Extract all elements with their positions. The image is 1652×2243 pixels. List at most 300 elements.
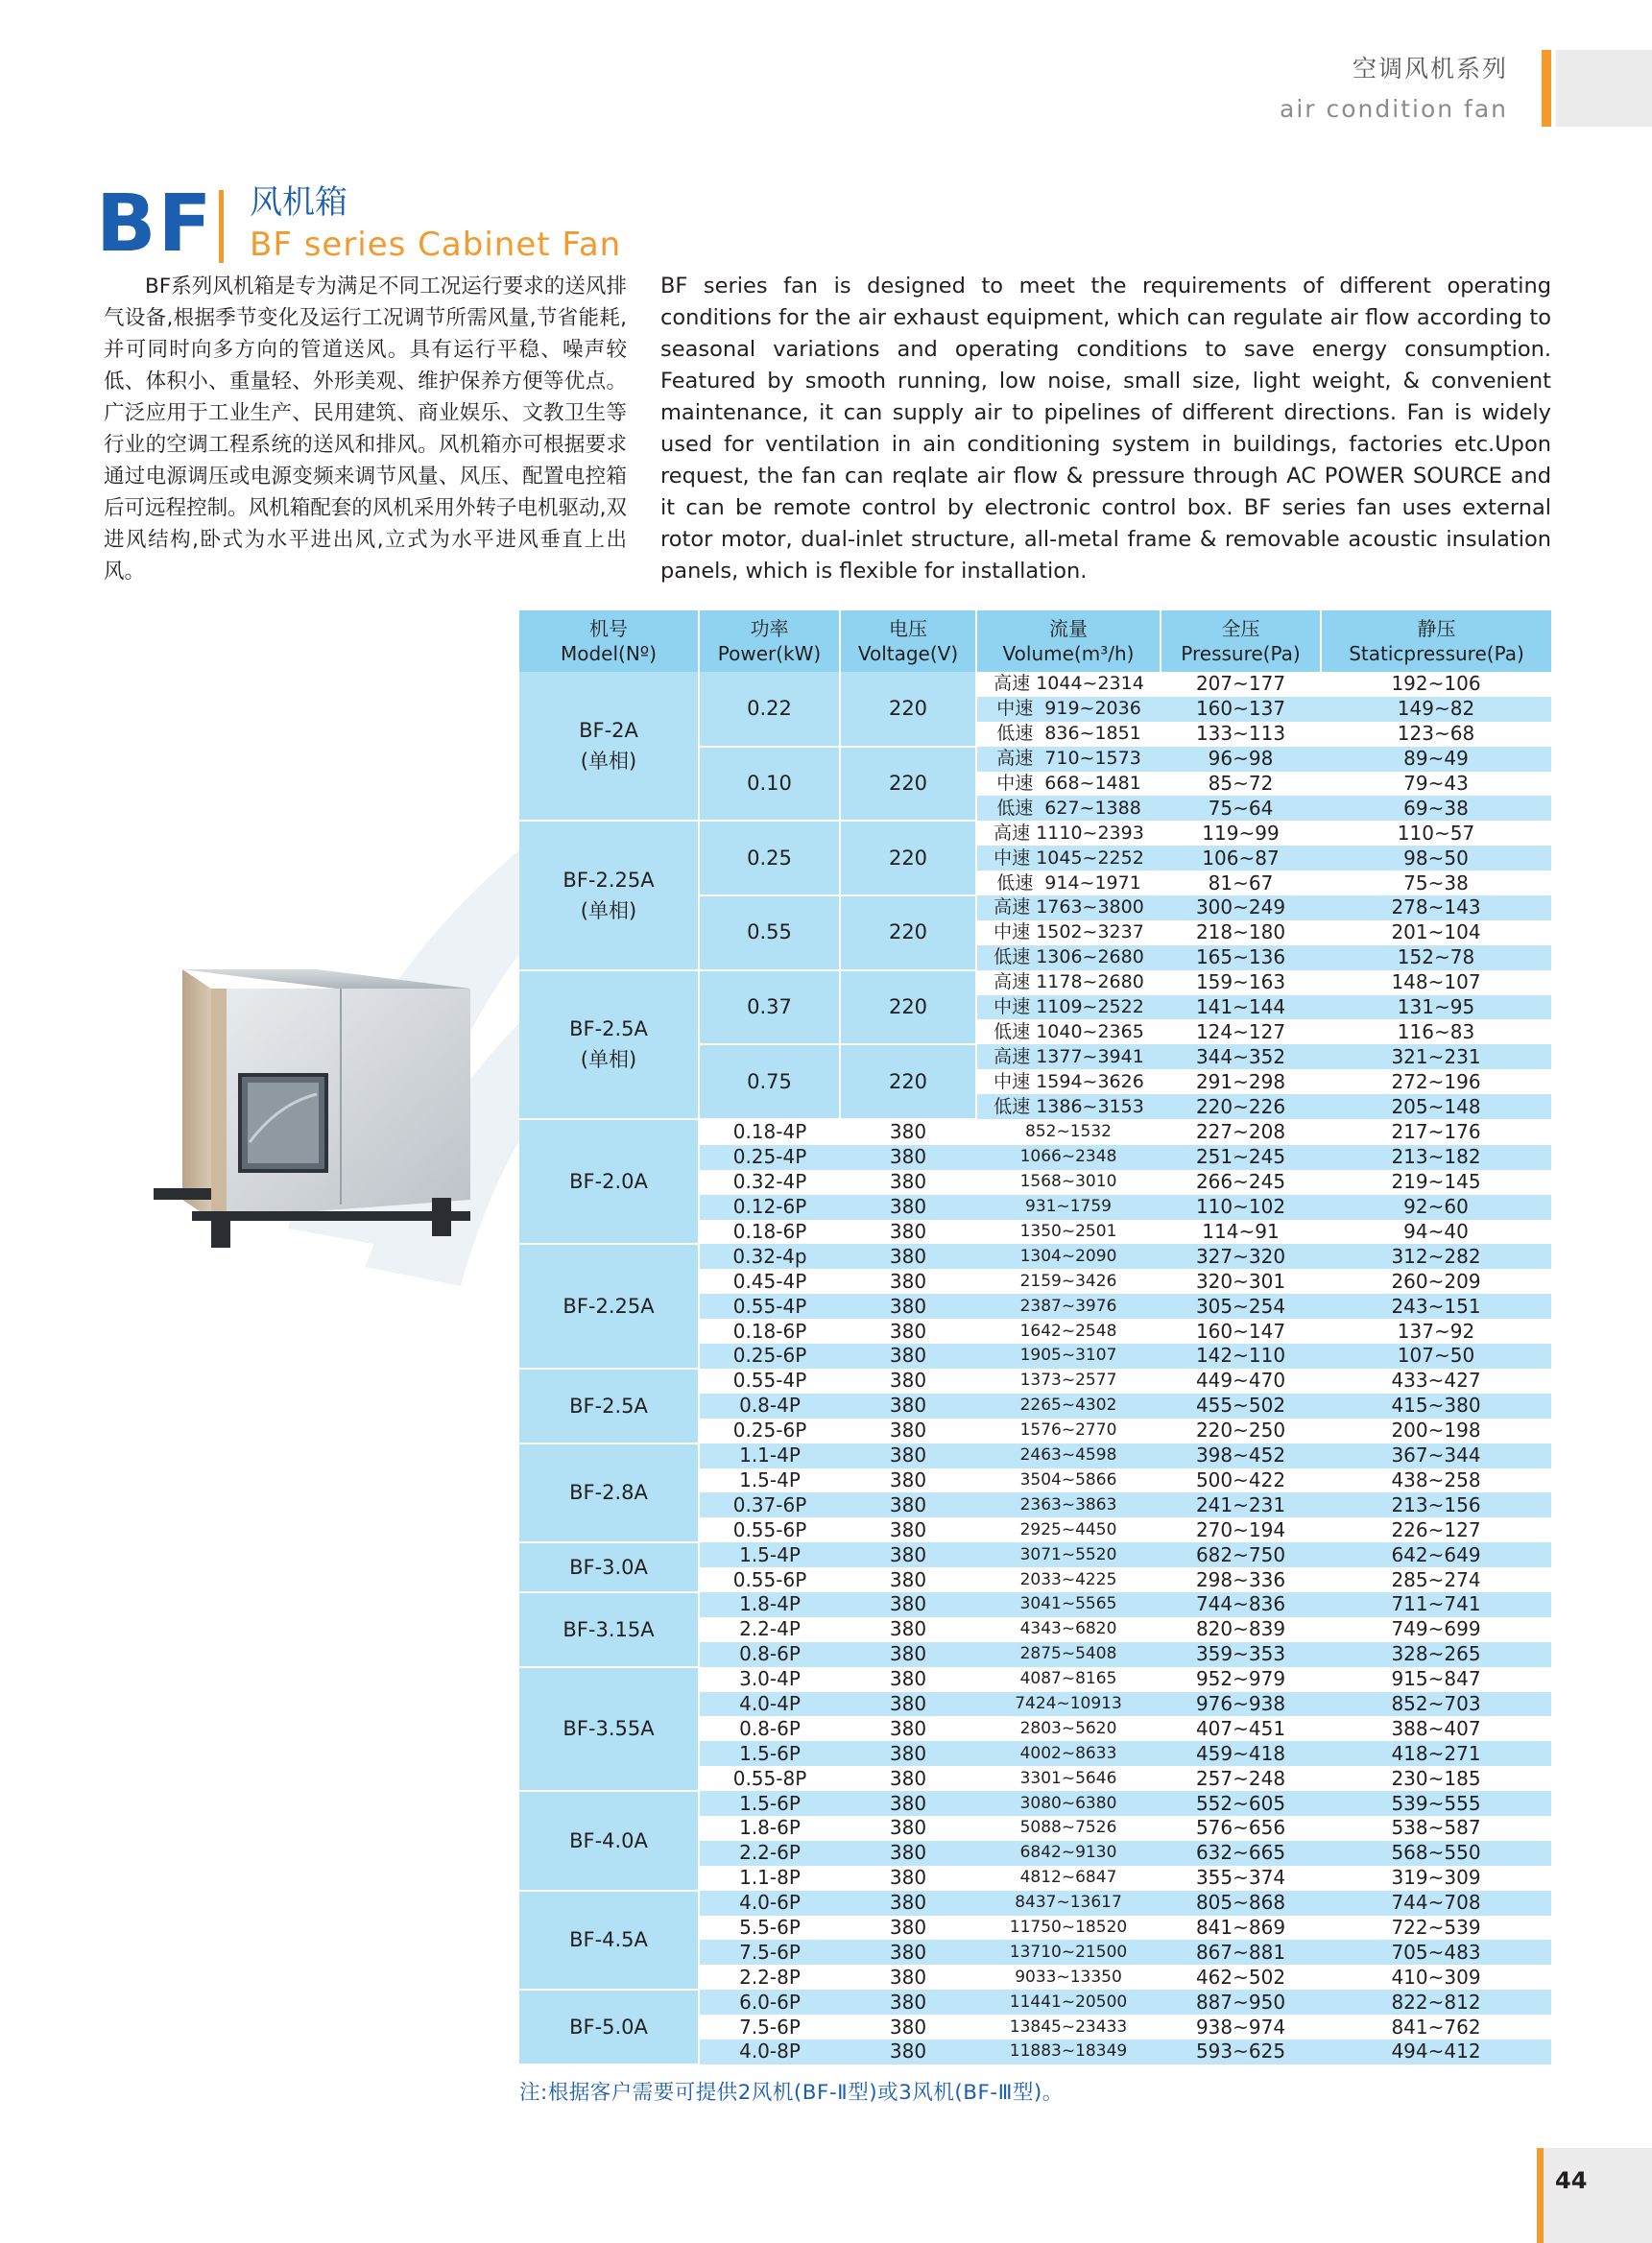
volume-cell: 2463~4598 — [976, 1444, 1161, 1468]
model-cell: BF-3.55A — [519, 1667, 699, 1791]
voltage-cell: 380 — [840, 1542, 976, 1567]
volume-cell: 高速 1178~2680 — [976, 970, 1161, 995]
static-pressure-cell: 123~68 — [1321, 722, 1551, 747]
volume-cell: 8437~13617 — [976, 1891, 1161, 1916]
volume-cell: 高速 1044~2314 — [976, 672, 1161, 697]
pressure-cell: 218~180 — [1161, 920, 1321, 945]
model-cell: BF-2.5A — [519, 1369, 699, 1444]
static-pressure-cell: 841~762 — [1321, 2015, 1551, 2040]
table-row — [519, 970, 1551, 995]
static-pressure-cell: 312~282 — [1321, 1244, 1551, 1269]
model-cell: BF-2.5A (单相) — [519, 970, 699, 1119]
volume-cell: 11750~18520 — [976, 1916, 1161, 1941]
static-pressure-cell: 494~412 — [1321, 2040, 1551, 2064]
static-pressure-cell: 230~185 — [1321, 1766, 1551, 1791]
volume-cell: 852~1532 — [976, 1119, 1161, 1145]
product-title-cn: 风机箱 — [250, 183, 347, 222]
static-pressure-cell: 321~231 — [1321, 1044, 1551, 1069]
voltage-cell: 380 — [840, 1841, 976, 1866]
pressure-cell: 110~102 — [1161, 1195, 1321, 1220]
voltage-cell: 380 — [840, 1344, 976, 1369]
power-cell: 0.12-6P — [699, 1195, 840, 1220]
pressure-cell: 632~665 — [1161, 1841, 1321, 1866]
volume-cell: 2363~3863 — [976, 1492, 1161, 1517]
static-pressure-cell: 201~104 — [1321, 920, 1551, 945]
pressure-cell: 500~422 — [1161, 1468, 1321, 1493]
voltage-cell: 380 — [840, 1567, 976, 1592]
voltage-cell: 380 — [840, 1369, 976, 1394]
static-pressure-cell: 822~812 — [1321, 1990, 1551, 2015]
static-pressure-cell: 367~344 — [1321, 1444, 1551, 1468]
volume-cell: 9033~13350 — [976, 1965, 1161, 1990]
volume-cell: 1350~2501 — [976, 1220, 1161, 1245]
voltage-cell: 380 — [840, 1492, 976, 1517]
col-header-power: 功率 Power(kW) — [699, 610, 840, 672]
col-header-voltage: 电压 Voltage(V) — [840, 610, 976, 672]
volume-cell: 1642~2548 — [976, 1319, 1161, 1344]
volume-cell: 1304~2090 — [976, 1244, 1161, 1269]
pressure-cell: 270~194 — [1161, 1517, 1321, 1542]
col-header-pressure: 全压 Pressure(Pa) — [1161, 610, 1321, 672]
volume-cell: 低速 1386~3153 — [976, 1094, 1161, 1119]
static-pressure-cell: 116~83 — [1321, 1019, 1551, 1044]
power-cell: 1.1-4P — [699, 1444, 840, 1468]
static-pressure-cell: 285~274 — [1321, 1567, 1551, 1592]
col-header-static-pressure: 静压 Staticpressure(Pa) — [1321, 610, 1551, 672]
power-cell: 2.2-4P — [699, 1617, 840, 1642]
footnote: 注:根据客户需要可提供2风机(BF-Ⅱ型)或3风机(BF-Ⅲ型)。 — [519, 2081, 1064, 2105]
table-row — [519, 1444, 1551, 1468]
power-cell: 7.5-6P — [699, 1940, 840, 1965]
voltage-cell: 380 — [840, 1444, 976, 1468]
static-pressure-cell: 92~60 — [1321, 1195, 1551, 1220]
title-divider — [219, 190, 224, 263]
volume-cell: 2265~4302 — [976, 1394, 1161, 1419]
voltage-cell: 380 — [840, 1244, 976, 1269]
voltage-cell: 380 — [840, 1741, 976, 1766]
pressure-cell: 355~374 — [1161, 1866, 1321, 1891]
pressure-cell: 327~320 — [1161, 1244, 1321, 1269]
pressure-cell: 227~208 — [1161, 1119, 1321, 1145]
pressure-cell: 133~113 — [1161, 722, 1321, 747]
pressure-cell: 251~245 — [1161, 1145, 1321, 1170]
volume-cell: 1568~3010 — [976, 1170, 1161, 1195]
pressure-cell: 160~137 — [1161, 697, 1321, 722]
volume-cell: 13845~23433 — [976, 2015, 1161, 2040]
static-pressure-cell: 915~847 — [1321, 1667, 1551, 1692]
voltage-cell: 380 — [840, 1965, 976, 1990]
power-cell: 0.32-4p — [699, 1244, 840, 1269]
static-pressure-cell: 110~57 — [1321, 821, 1551, 846]
volume-cell: 中速 1594~3626 — [976, 1069, 1161, 1094]
power-cell: 4.0-8P — [699, 2040, 840, 2064]
pressure-cell: 300~249 — [1161, 895, 1321, 920]
power-cell: 0.55-4P — [699, 1294, 840, 1319]
volume-cell: 1373~2577 — [976, 1369, 1161, 1394]
voltage-cell: 380 — [840, 1642, 976, 1667]
pressure-cell: 820~839 — [1161, 1617, 1321, 1642]
power-cell: 0.55-4P — [699, 1369, 840, 1394]
model-cell: BF-4.5A — [519, 1891, 699, 1991]
volume-cell: 2387~3976 — [976, 1294, 1161, 1319]
power-cell: 0.37-6P — [699, 1492, 840, 1517]
table-header-row — [519, 610, 1551, 672]
static-pressure-cell: 642~649 — [1321, 1542, 1551, 1567]
static-pressure-cell: 278~143 — [1321, 895, 1551, 920]
static-pressure-cell: 438~258 — [1321, 1468, 1551, 1493]
table-row — [519, 1119, 1551, 1145]
voltage-cell: 380 — [840, 1692, 976, 1717]
table-row — [519, 672, 1551, 697]
volume-cell: 11883~18349 — [976, 2040, 1161, 2064]
volume-cell: 1576~2770 — [976, 1419, 1161, 1444]
pressure-cell: 576~656 — [1161, 1816, 1321, 1841]
header-gray-block — [1556, 50, 1652, 127]
pressure-cell: 165~136 — [1161, 945, 1321, 970]
pressure-cell: 938~974 — [1161, 2015, 1321, 2040]
voltage-cell: 220 — [840, 970, 976, 1045]
pressure-cell: 459~418 — [1161, 1741, 1321, 1766]
voltage-cell: 380 — [840, 1517, 976, 1542]
pressure-cell: 142~110 — [1161, 1344, 1321, 1369]
static-pressure-cell: 319~309 — [1321, 1866, 1551, 1891]
table-row — [519, 1244, 1551, 1269]
static-pressure-cell: 852~703 — [1321, 1692, 1551, 1717]
power-cell: 4.0-6P — [699, 1891, 840, 1916]
volume-cell: 高速 1763~3800 — [976, 895, 1161, 920]
volume-cell: 4087~8165 — [976, 1667, 1161, 1692]
pressure-cell: 159~163 — [1161, 970, 1321, 995]
static-pressure-cell: 243~151 — [1321, 1294, 1551, 1319]
pressure-cell: 867~881 — [1161, 1940, 1321, 1965]
pressure-cell: 241~231 — [1161, 1492, 1321, 1517]
volume-cell: 高速 1377~3941 — [976, 1044, 1161, 1069]
pressure-cell: 976~938 — [1161, 1692, 1321, 1717]
page-number: 44 — [1555, 2167, 1588, 2194]
static-pressure-cell: 98~50 — [1321, 846, 1551, 871]
power-cell: 2.2-6P — [699, 1841, 840, 1866]
static-pressure-cell: 272~196 — [1321, 1069, 1551, 1094]
static-pressure-cell: 205~148 — [1321, 1094, 1551, 1119]
static-pressure-cell: 328~265 — [1321, 1642, 1551, 1667]
spec-table-wrapper — [519, 610, 1551, 2065]
volume-cell: 1066~2348 — [976, 1145, 1161, 1170]
pressure-cell: 455~502 — [1161, 1394, 1321, 1419]
pressure-cell: 114~91 — [1161, 1220, 1321, 1245]
power-cell: 0.10 — [699, 747, 840, 822]
voltage-cell: 380 — [840, 1419, 976, 1444]
static-pressure-cell: 722~539 — [1321, 1916, 1551, 1941]
pressure-cell: 124~127 — [1161, 1019, 1321, 1044]
volume-cell: 5088~7526 — [976, 1816, 1161, 1841]
power-cell: 1.8-4P — [699, 1592, 840, 1617]
voltage-cell: 380 — [840, 1145, 976, 1170]
series-title-cn: 空调风机系列 — [1352, 55, 1508, 83]
volume-cell: 13710~21500 — [976, 1940, 1161, 1965]
header-orange-bar — [1542, 50, 1551, 127]
static-pressure-cell: 213~182 — [1321, 1145, 1551, 1170]
voltage-cell: 380 — [840, 2015, 976, 2040]
pressure-cell: 805~868 — [1161, 1891, 1321, 1916]
static-pressure-cell: 744~708 — [1321, 1891, 1551, 1916]
power-cell: 0.25-6P — [699, 1419, 840, 1444]
page-number-block — [1544, 2148, 1652, 2243]
pressure-cell: 96~98 — [1161, 747, 1321, 772]
static-pressure-cell: 418~271 — [1321, 1741, 1551, 1766]
table-row — [519, 1791, 1551, 1816]
pressure-cell: 106~87 — [1161, 846, 1321, 871]
pressure-cell: 841~869 — [1161, 1916, 1321, 1941]
voltage-cell: 380 — [840, 1617, 976, 1642]
power-cell: 0.32-4P — [699, 1170, 840, 1195]
power-cell: 0.18-4P — [699, 1119, 840, 1145]
static-pressure-cell: 89~49 — [1321, 747, 1551, 772]
product-title-en: BF series Cabinet Fan — [250, 226, 622, 264]
static-pressure-cell: 568~550 — [1321, 1841, 1551, 1866]
static-pressure-cell: 219~145 — [1321, 1170, 1551, 1195]
pressure-cell: 81~67 — [1161, 871, 1321, 895]
volume-cell: 低速 914~1971 — [976, 871, 1161, 895]
volume-cell: 4002~8633 — [976, 1741, 1161, 1766]
pressure-cell: 220~226 — [1161, 1094, 1321, 1119]
volume-cell: 6842~9130 — [976, 1841, 1161, 1866]
voltage-cell: 380 — [840, 1766, 976, 1791]
power-cell: 0.18-6P — [699, 1220, 840, 1245]
page-number-bar — [1537, 2148, 1544, 2243]
cabinet-fan-image — [154, 960, 480, 1257]
volume-cell: 中速 919~2036 — [976, 697, 1161, 722]
voltage-cell: 380 — [840, 1940, 976, 1965]
power-cell: 0.55-6P — [699, 1517, 840, 1542]
model-cell: BF-2.25A — [519, 1244, 699, 1368]
volume-cell: 中速 668~1481 — [976, 772, 1161, 797]
voltage-cell: 380 — [840, 1816, 976, 1841]
power-cell: 0.37 — [699, 970, 840, 1045]
col-header-volume: 流量 Volume(m³/h) — [976, 610, 1161, 672]
voltage-cell: 220 — [840, 747, 976, 822]
pressure-cell: 291~298 — [1161, 1069, 1321, 1094]
volume-cell: 7424~10913 — [976, 1692, 1161, 1717]
volume-cell: 低速 627~1388 — [976, 796, 1161, 821]
volume-cell: 1905~3107 — [976, 1344, 1161, 1369]
power-cell: 1.1-8P — [699, 1866, 840, 1891]
power-cell: 7.5-6P — [699, 2015, 840, 2040]
volume-cell: 低速 1306~2680 — [976, 945, 1161, 970]
volume-cell: 2875~5408 — [976, 1642, 1161, 1667]
pressure-cell: 682~750 — [1161, 1542, 1321, 1567]
static-pressure-cell: 711~741 — [1321, 1592, 1551, 1617]
pressure-cell: 593~625 — [1161, 2040, 1321, 2064]
static-pressure-cell: 152~78 — [1321, 945, 1551, 970]
pressure-cell: 344~352 — [1161, 1044, 1321, 1069]
intro-text-cn: BF系列风机箱是专为满足不同工况运行要求的送风排气设备,根据季节变化及运行工况调节所需风量,节省能耗,并可同时向多方向的管道送风。具有运行平稳、噪声较低、体积小、重量轻、外形美观、维护保养方便等优点。广泛应用于工业生产、民用建筑、商业娱乐、文教卫生等行业的空调工程系统的送风和排风。风机箱亦可根据要求通过电源调压或电源变频来调节风量、风压、配置电控箱后可远程控制。风机箱配套的风机采用外转子电机驱动,双进风结构,卧式为水平进出风,立式为水平进风垂直上出风。 — [104, 274, 627, 584]
static-pressure-cell: 226~127 — [1321, 1517, 1551, 1542]
volume-cell: 3301~5646 — [976, 1766, 1161, 1791]
volume-cell: 3041~5565 — [976, 1592, 1161, 1617]
volume-cell: 3504~5866 — [976, 1468, 1161, 1493]
pressure-cell: 75~64 — [1161, 796, 1321, 821]
static-pressure-cell: 213~156 — [1321, 1492, 1551, 1517]
power-cell: 1.5-4P — [699, 1468, 840, 1493]
static-pressure-cell: 200~198 — [1321, 1419, 1551, 1444]
static-pressure-cell: 94~40 — [1321, 1220, 1551, 1245]
power-cell: 0.18-6P — [699, 1319, 840, 1344]
pressure-cell: 744~836 — [1161, 1592, 1321, 1617]
voltage-cell: 380 — [840, 1891, 976, 1916]
power-cell: 1.5-6P — [699, 1741, 840, 1766]
power-cell: 0.25-6P — [699, 1344, 840, 1369]
voltage-cell: 380 — [840, 1791, 976, 1816]
static-pressure-cell: 388~407 — [1321, 1716, 1551, 1741]
static-pressure-cell: 149~82 — [1321, 697, 1551, 722]
volume-cell: 2033~4225 — [976, 1567, 1161, 1592]
pressure-cell: 398~452 — [1161, 1444, 1321, 1468]
model-cell: BF-4.0A — [519, 1791, 699, 1891]
model-cell: BF-3.0A — [519, 1542, 699, 1592]
power-cell: 0.25-4P — [699, 1145, 840, 1170]
voltage-cell: 380 — [840, 1716, 976, 1741]
power-cell: 5.5-6P — [699, 1916, 840, 1941]
pressure-cell: 887~950 — [1161, 1990, 1321, 2015]
volume-cell: 高速 1110~2393 — [976, 821, 1161, 846]
table-row — [519, 821, 1551, 846]
voltage-cell: 380 — [840, 1592, 976, 1617]
power-cell: 0.22 — [699, 672, 840, 747]
col-header-model: 机号 Model(Nº) — [519, 610, 699, 672]
pressure-cell: 320~301 — [1161, 1269, 1321, 1294]
table-row — [519, 1891, 1551, 1916]
voltage-cell: 380 — [840, 1220, 976, 1245]
voltage-cell: 380 — [840, 1866, 976, 1891]
power-cell: 0.8-6P — [699, 1642, 840, 1667]
volume-cell: 2803~5620 — [976, 1716, 1161, 1741]
voltage-cell: 380 — [840, 1195, 976, 1220]
pressure-cell: 119~99 — [1161, 821, 1321, 846]
volume-cell: 2159~3426 — [976, 1269, 1161, 1294]
static-pressure-cell: 192~106 — [1321, 672, 1551, 697]
volume-cell: 高速 710~1573 — [976, 747, 1161, 772]
volume-cell: 低速 836~1851 — [976, 722, 1161, 747]
model-cell: BF-2.8A — [519, 1444, 699, 1543]
static-pressure-cell: 415~380 — [1321, 1394, 1551, 1419]
static-pressure-cell: 749~699 — [1321, 1617, 1551, 1642]
table-row — [519, 1369, 1551, 1394]
model-cell: BF-5.0A — [519, 1990, 699, 2064]
power-cell: 1.5-6P — [699, 1791, 840, 1816]
table-row — [519, 1542, 1551, 1567]
power-cell: 6.0-6P — [699, 1990, 840, 2015]
pressure-cell: 257~248 — [1161, 1766, 1321, 1791]
power-cell: 1.8-6P — [699, 1816, 840, 1841]
voltage-cell: 220 — [840, 672, 976, 747]
static-pressure-cell: 69~38 — [1321, 796, 1551, 821]
static-pressure-cell: 538~587 — [1321, 1816, 1551, 1841]
static-pressure-cell: 433~427 — [1321, 1369, 1551, 1394]
power-cell: 0.75 — [699, 1044, 840, 1119]
power-cell: 0.25 — [699, 821, 840, 895]
series-title-en: air condition fan — [1280, 95, 1508, 123]
pressure-cell: 305~254 — [1161, 1294, 1321, 1319]
pressure-cell: 359~353 — [1161, 1642, 1321, 1667]
static-pressure-cell: 260~209 — [1321, 1269, 1551, 1294]
volume-cell: 2925~4450 — [976, 1517, 1161, 1542]
voltage-cell: 380 — [840, 1990, 976, 2015]
volume-cell: 4343~6820 — [976, 1617, 1161, 1642]
table-row — [519, 1667, 1551, 1692]
voltage-cell: 380 — [840, 1119, 976, 1145]
intro-text-en: BF series fan is designed to meet the requirements of different operating conditions for the air exhaust equipment, which can regulate air flow according to seasonal variations and operating conditions to save energy consumption. Featured by smooth running, low noise, small size, light weight, & convenient maintenance, it can supply air to pipelines of different directions. Fan is widely used for ventilation in ain conditioning system in buildings, factories etc.Upon request, the fan can reqlate air flow & pressure through AC POWER SOURCE and it can be remote control by electronic control box. BF series fan uses external rotor motor, dual-inlet structure, all-metal frame & removable acoustic insulation panels, which is flexible for installation. — [660, 274, 1551, 584]
model-cell: BF-2.0A — [519, 1119, 699, 1244]
voltage-cell: 380 — [840, 1269, 976, 1294]
voltage-cell: 380 — [840, 1667, 976, 1692]
static-pressure-cell: 75~38 — [1321, 871, 1551, 895]
model-cell: BF-3.15A — [519, 1592, 699, 1667]
pressure-cell: 220~250 — [1161, 1419, 1321, 1444]
volume-cell: 中速 1109~2522 — [976, 995, 1161, 1020]
volume-cell: 中速 1502~3237 — [976, 920, 1161, 945]
model-cell: BF-2.25A (单相) — [519, 821, 699, 969]
volume-cell: 中速 1045~2252 — [976, 846, 1161, 871]
power-cell: 0.55 — [699, 895, 840, 970]
pressure-cell: 407~451 — [1161, 1716, 1321, 1741]
volume-cell: 低速 1040~2365 — [976, 1019, 1161, 1044]
voltage-cell: 380 — [840, 1319, 976, 1344]
static-pressure-cell: 137~92 — [1321, 1319, 1551, 1344]
power-cell: 0.8-6P — [699, 1716, 840, 1741]
static-pressure-cell: 107~50 — [1321, 1344, 1551, 1369]
voltage-cell: 220 — [840, 895, 976, 970]
model-cell: BF-2A (单相) — [519, 672, 699, 821]
power-cell: 0.45-4P — [699, 1269, 840, 1294]
spec-table — [519, 610, 1551, 2065]
pressure-cell: 298~336 — [1161, 1567, 1321, 1592]
pressure-cell: 266~245 — [1161, 1170, 1321, 1195]
static-pressure-cell: 539~555 — [1321, 1791, 1551, 1816]
voltage-cell: 380 — [840, 1394, 976, 1419]
pressure-cell: 160~147 — [1161, 1319, 1321, 1344]
static-pressure-cell: 705~483 — [1321, 1940, 1551, 1965]
volume-cell: 3080~6380 — [976, 1791, 1161, 1816]
pressure-cell: 952~979 — [1161, 1667, 1321, 1692]
static-pressure-cell: 131~95 — [1321, 995, 1551, 1020]
power-cell: 0.8-4P — [699, 1394, 840, 1419]
pressure-cell: 207~177 — [1161, 672, 1321, 697]
product-code: BF — [96, 179, 214, 270]
volume-cell: 931~1759 — [976, 1195, 1161, 1220]
static-pressure-cell: 410~309 — [1321, 1965, 1551, 1990]
volume-cell: 11441~20500 — [976, 1990, 1161, 2015]
voltage-cell: 380 — [840, 1294, 976, 1319]
power-cell: 0.55-6P — [699, 1567, 840, 1592]
power-cell: 0.55-8P — [699, 1766, 840, 1791]
series-header — [1280, 50, 1508, 129]
table-row — [519, 1990, 1551, 2015]
power-cell: 3.0-4P — [699, 1667, 840, 1692]
pressure-cell: 141~144 — [1161, 995, 1321, 1020]
power-cell: 4.0-4P — [699, 1692, 840, 1717]
voltage-cell: 380 — [840, 1170, 976, 1195]
table-row — [519, 1592, 1551, 1617]
volume-cell: 4812~6847 — [976, 1866, 1161, 1891]
pressure-cell: 85~72 — [1161, 772, 1321, 797]
static-pressure-cell: 148~107 — [1321, 970, 1551, 995]
static-pressure-cell: 79~43 — [1321, 772, 1551, 797]
volume-cell: 3071~5520 — [976, 1542, 1161, 1567]
voltage-cell: 380 — [840, 1468, 976, 1493]
pressure-cell: 552~605 — [1161, 1791, 1321, 1816]
power-cell: 1.5-4P — [699, 1542, 840, 1567]
power-cell: 2.2-8P — [699, 1965, 840, 1990]
